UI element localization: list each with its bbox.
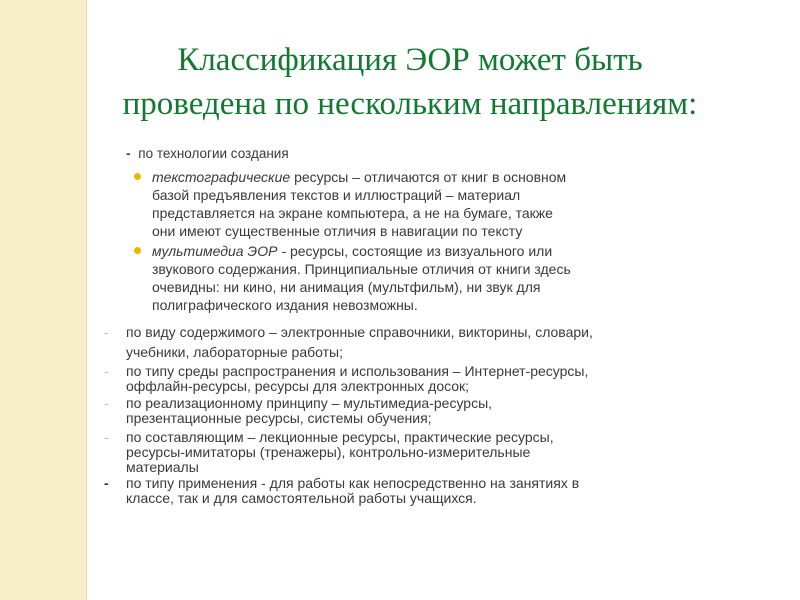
list-item-line: оффлайн-ресурсы, ресурсы для электронных досок;: [126, 378, 470, 394]
list-item-components: [104, 429, 726, 475]
list-dash-marker: -: [104, 363, 109, 379]
list-dash-marker: -: [104, 475, 109, 491]
title-line-1: Классификация ЭОР может быть: [177, 42, 643, 78]
list-item-line: учебники, лабораторные работы;: [126, 344, 343, 360]
bullet-line: они имеют существенные отличия в навигации по тексту: [152, 223, 523, 239]
list-item-distribution-environment: [104, 363, 726, 394]
list-dash-marker: -: [104, 429, 109, 445]
list-item-line: по виду содержимого – электронные справочники, викторины, словари,: [126, 324, 593, 340]
list-dash-marker: -: [104, 395, 109, 411]
list-item-line: по составляющим – лекционные ресурсы, практические ресурсы,: [126, 429, 554, 445]
section-heading: [126, 146, 289, 161]
list-item-line: презентационные ресурсы, системы обучения;: [126, 410, 432, 426]
list-item-line: материалы: [126, 459, 199, 475]
decorative-side-band: [0, 0, 87, 600]
bullet-line: очевидны: ни кино, ни анимация (мультфильм), ни звук для: [152, 279, 541, 295]
bullet-line: звукового содержания. Принципиальные отличия от книги здесь: [152, 261, 571, 277]
bullet-line: базой предъявления текстов и иллюстраций – материал: [152, 187, 521, 203]
list-item-content-type: [104, 322, 726, 362]
list-item-line: по реализационному принципу – мультимедиа-ресурсы,: [126, 395, 493, 411]
list-dash-marker: -: [104, 324, 109, 340]
bullet-line: текстографические ресурсы – отличаются от книг в основном: [152, 169, 567, 185]
bullet-dot-icon: [134, 173, 141, 180]
bullet-line: полиграфического издания невозможны.: [152, 297, 418, 313]
list-item-line: по типу среды распространения и использования – Интернет-ресурсы,: [126, 363, 589, 379]
list-item-line: по типу применения - для работы как непосредственно на занятиях в: [126, 475, 580, 491]
title-line-2: проведена по нескольким направлениям:: [122, 86, 698, 122]
list-item-line: классе, так и для самостоятельной работы учащихся.: [126, 490, 477, 506]
list-item-implementation-principle: [104, 395, 726, 426]
section-label: по технологии создания: [138, 146, 289, 161]
bullet-item-textographic: [152, 168, 652, 240]
bullet-line: представляется на экране компьютера, а не на бумаге, также: [152, 205, 553, 221]
slide-title: [100, 38, 720, 126]
list-item-line: ресурсы-имитаторы (тренажеры), контрольно-измерительные: [126, 444, 531, 460]
section-dash: -: [126, 146, 131, 161]
list-item-application-type: [104, 475, 726, 506]
bullet-dot-icon: [134, 247, 141, 254]
bullet-line: мультимедиа ЭОР - ресурсы, состоящие из визуального или: [152, 243, 553, 259]
bullet-item-multimedia: [152, 242, 652, 314]
